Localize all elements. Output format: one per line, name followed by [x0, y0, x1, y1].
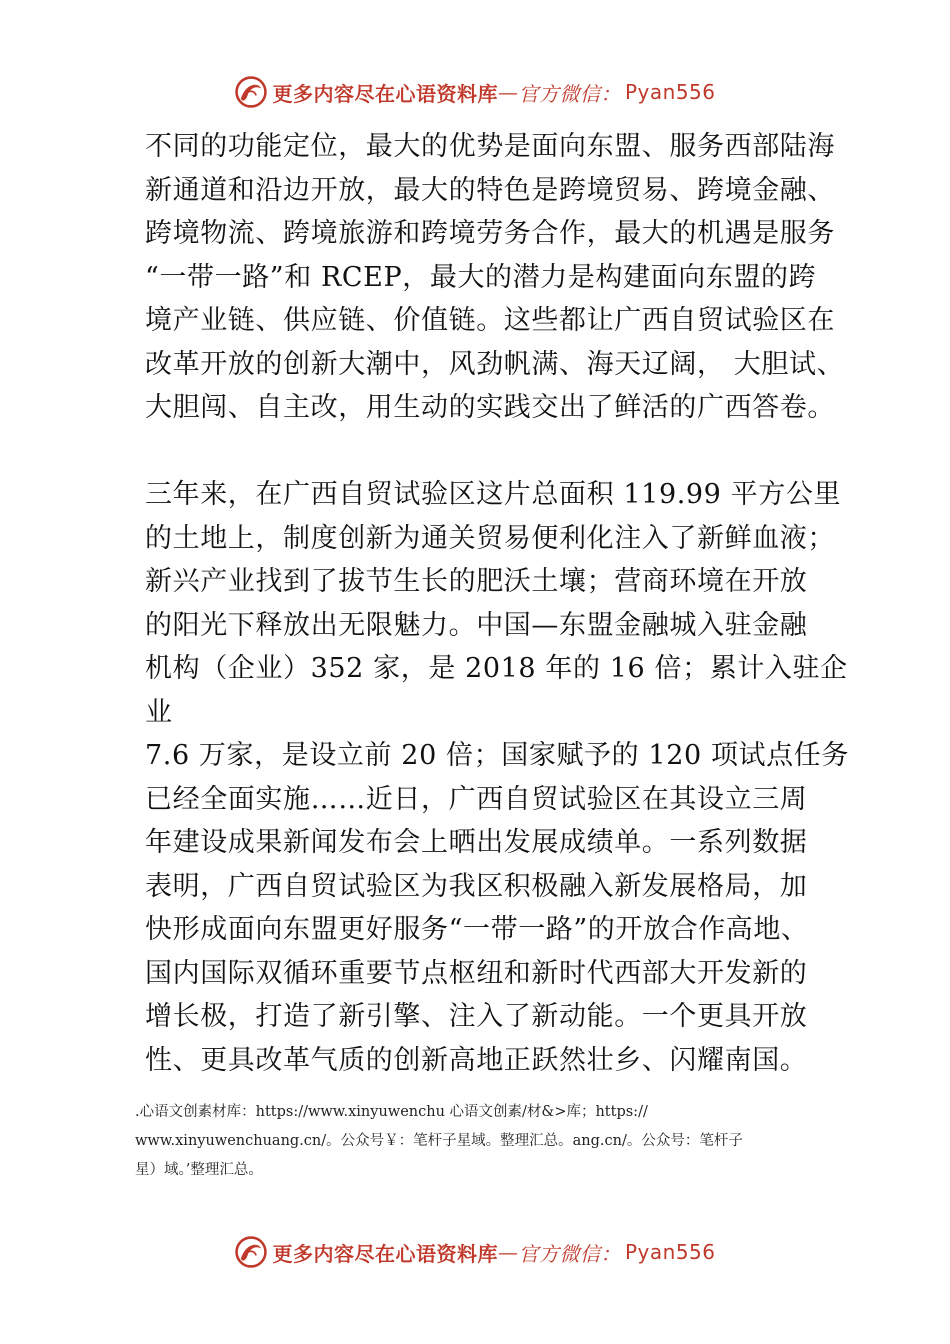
text-line: 已经全面实施……近日，广西自贸试验区在其设立三周: [145, 783, 808, 815]
text-line: 跨境物流、跨境旅游和跨境劳务合作，最大的机遇是服务: [145, 218, 835, 249]
text-line: 7.6 万家，是设立前 20 倍；国家赋予的 120 项试点任务: [145, 740, 849, 771]
text-line: 快形成面向东盟更好服务“一带一路”的开放合作高地、: [145, 914, 809, 945]
banner-wechat-id: Pyan556: [624, 1240, 716, 1264]
text-line: 国内国际双循环重要节点枢纽和新时代西部大开发新的: [145, 957, 808, 989]
banner-dash: —: [497, 80, 519, 104]
text-line: 的土地上，制度创新为通关贸易便利化注入了新鲜血液；: [145, 522, 835, 554]
paragraph-2: [145, 473, 849, 1082]
text-line: 业: [145, 696, 173, 728]
banner-wechat-label: 官方微信：: [518, 1241, 621, 1266]
footnote-line: 星）域。’整理汇总。: [135, 1162, 263, 1178]
text-line: 不同的功能定位，最大的优势是面向东盟、服务西部陆海: [145, 131, 835, 162]
footer-banner: [0, 1230, 950, 1274]
text-line: 三年来，在广西自贸试验区这片总面积 119.99 平方公里: [145, 479, 842, 510]
header-banner: [0, 70, 950, 114]
banner-title: 更多内容尽在心语资料库: [272, 1241, 498, 1266]
footnote-line: www.xinyuwenchuang.cn/。公众号￥：笔杆子星域。整理汇总。ang.cn/。公众号：笔杆子: [135, 1133, 743, 1149]
banner-wechat-id: Pyan556: [624, 80, 716, 104]
text-line: 表明，广西自贸试验区为我区积极融入新发展格局，加: [145, 870, 808, 902]
text-line: 新兴产业找到了拔节生长的肥沃土壤；营商环境在开放: [145, 566, 808, 597]
text-line: 增长极，打造了新引擎、注入了新动能。一个更具开放: [145, 1001, 808, 1032]
text-line: 的阳光下释放出无限魅力。中国—东盟金融城入驻金融: [145, 609, 808, 641]
paragraph-1: [145, 125, 845, 430]
text-line: 改革开放的创新大潮中，风劲帆满、海天辽阔， 大胆试、: [145, 348, 845, 380]
text-line: 新通道和沿边开放，最大的特色是跨境贸易、跨境金融、: [145, 174, 835, 206]
banner-dash: —: [497, 1240, 519, 1264]
document-body: [145, 125, 849, 1082]
text-line: 年建设成果新闻发布会上晒出发展成绩单。一系列数据: [145, 827, 808, 858]
text-line: 境产业链、供应链、价值链。这些都让广西自贸试验区在: [145, 305, 835, 336]
swirl-logo-icon: [234, 1235, 268, 1269]
text-line: 机构（企业）352 家，是 2018 年的 16 倍；累计入驻企: [145, 653, 848, 684]
text-line: 性、更具改革气质的创新高地正跃然壮乡、闪耀南国。: [145, 1044, 808, 1076]
banner-wechat-label: 官方微信：: [518, 81, 621, 106]
paragraph-spacer: [145, 430, 815, 474]
source-footnote: [135, 1098, 825, 1185]
footnote-line: .心语文创素材库：https://www.xinyuwenchu 心语文创素/材&>库；https://: [135, 1104, 648, 1120]
text-line: 大胆闯、自主改，用生动的实践交出了鲜活的广西答卷。: [145, 392, 835, 423]
banner-title: 更多内容尽在心语资料库: [272, 81, 498, 106]
text-line: “一带一路”和 RCEP，最大的潜力是构建面向东盟的跨: [145, 261, 817, 293]
swirl-logo-icon: [234, 75, 268, 109]
